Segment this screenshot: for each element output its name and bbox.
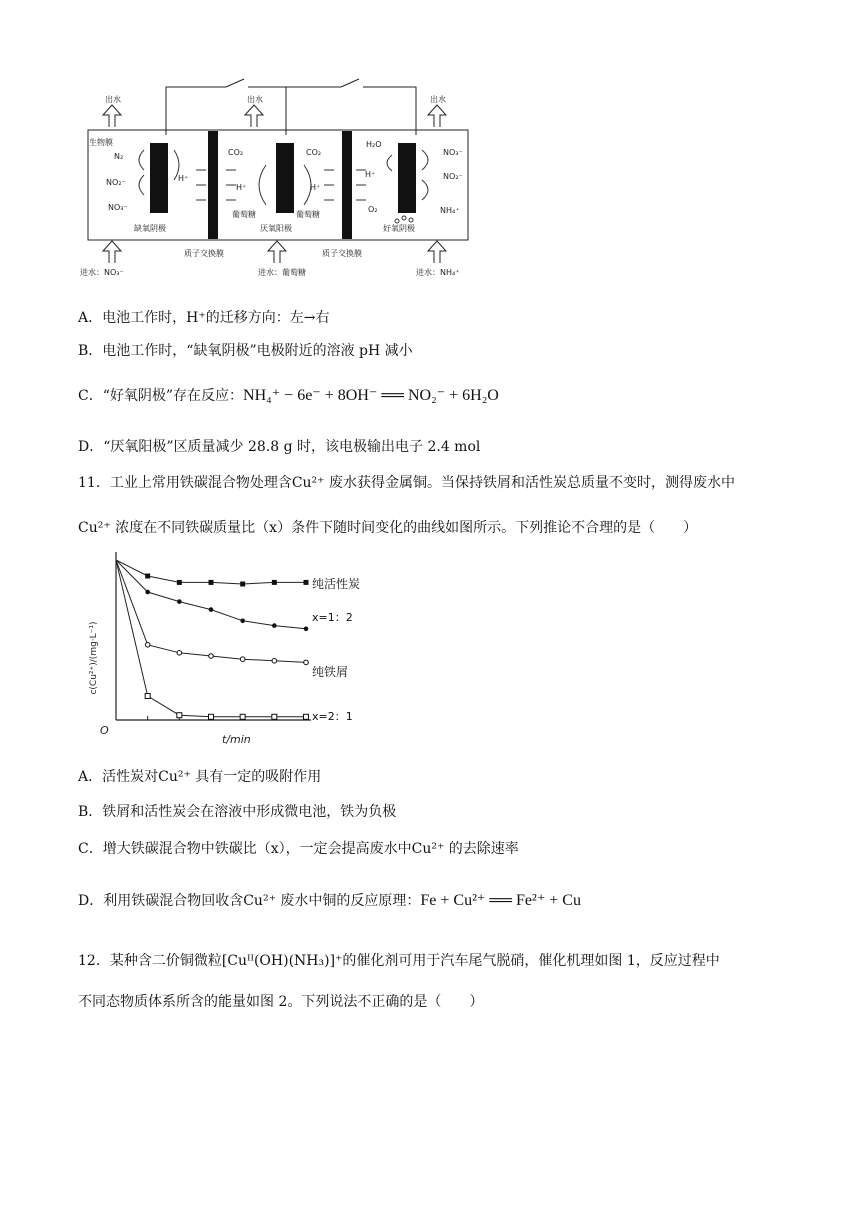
data-point [304, 580, 309, 585]
proton-membrane-right [342, 131, 352, 239]
data-point [272, 659, 277, 664]
species-h-mid-b: H⁺ [310, 183, 321, 192]
data-point [145, 574, 150, 579]
inlet-label-left: 进水：NO₃⁻ [80, 268, 124, 277]
data-point [272, 580, 277, 585]
outlet-arrows [103, 105, 446, 127]
data-point [304, 714, 309, 719]
series-label: 纯活性炭 [312, 577, 361, 591]
membrane-label-right: 质子交换膜 [322, 249, 362, 258]
q10-option-d: D．“厌氧阳极”区质量减少 28.8 g 时，该电极输出电子 2.4 mol [78, 439, 481, 455]
data-point [240, 582, 245, 587]
data-point [145, 590, 150, 595]
data-point [177, 651, 182, 656]
q10-option-c [78, 385, 499, 405]
species-h-left: H⁺ [178, 174, 189, 183]
data-point [272, 623, 277, 628]
species-co2-b: CO₂ [306, 148, 322, 157]
series-label: 纯铁屑 [312, 665, 349, 679]
data-point [209, 607, 214, 612]
electrode-anaerobic-anode [276, 143, 294, 213]
q11-option-c: C．增大铁碳混合物中铁碳比（x），一定会提高废水中Cu²⁺ 的去除速率 [78, 841, 519, 857]
species-nh4-right: NH₄⁺ [440, 206, 460, 215]
q11-option-b: B．铁屑和活性炭会在溶液中形成微电池，铁为负极 [78, 804, 397, 820]
q11-stem-line2: Cu²⁺ 浓度在不同铁碳质量比（x）条件下随时间变化的曲线如图所示。下列推论不合理的是（ ） [78, 520, 698, 536]
q11-option-d [78, 890, 581, 910]
cu-concentration-chart [82, 548, 362, 748]
external-circuit [166, 79, 416, 135]
species-h-mid-a: H⁺ [236, 183, 247, 192]
data-point [177, 580, 182, 585]
data-point [240, 657, 245, 662]
chart-series [116, 560, 360, 723]
data-point [145, 694, 150, 699]
data-point [240, 619, 245, 624]
species-h-right: H⁺ [365, 170, 376, 179]
species-glucose-a: 葡萄糖 [232, 210, 256, 219]
electrode-anoxic-cathode [150, 143, 168, 213]
species-n2: N₂ [114, 152, 124, 161]
data-point [272, 714, 277, 719]
data-point [304, 627, 309, 632]
species-no3-left: NO₃⁻ [108, 203, 128, 212]
data-point [177, 599, 182, 604]
species-no2-left: NO₂⁻ [106, 178, 126, 187]
membrane-label-left: 质子交换膜 [184, 249, 224, 258]
species-no3-right: NO₃⁻ [443, 148, 463, 157]
q11-option-d-text: D．利用铁碳混合物回收含Cu²⁺ 废水中铜的反应原理： [78, 893, 421, 909]
q10-option-c-equation: NH₄⁺ − 6e⁻ + 8OH⁻ ══ NO₂⁻ + 6H₂O [243, 387, 499, 404]
electrode-label-anoxic: 缺氧阴极 [134, 224, 166, 233]
electrode-aerobic-cathode [398, 143, 416, 213]
outlet-label-left: 出水 [105, 95, 121, 104]
q10-option-a: A．电池工作时，H⁺的迁移方向：左→右 [78, 310, 330, 326]
q10-option-b: B．电池工作时，“缺氧阴极”电极附近的溶液 pH 减小 [78, 343, 413, 359]
series-label: x=2：1 [312, 710, 353, 723]
data-point [177, 713, 182, 718]
data-point [209, 580, 214, 585]
data-point [209, 654, 214, 659]
data-point [240, 714, 245, 719]
chart-origin-label: O [100, 724, 109, 737]
q11-option-a: A．活性炭对Cu²⁺ 具有一定的吸附作用 [78, 769, 322, 785]
fuel-cell-diagram [80, 75, 486, 277]
proton-membrane-left [208, 131, 218, 239]
species-no2-right: NO₂⁻ [443, 172, 463, 181]
biofilm-label: 生物膜 [89, 138, 113, 147]
data-point [209, 714, 214, 719]
q12-stem-line1: 12．某种含二价铜微粒[Cuᴵᴵ(OH)(NH₃)]⁺的催化剂可用于汽车尾气脱硝，催化机理如图 1，反应过程中 [78, 953, 720, 969]
species-co2-a: CO₂ [228, 148, 244, 157]
series-line-1 [116, 560, 306, 629]
species-glucose-b: 葡萄糖 [296, 210, 320, 219]
q11-option-d-equation: Fe + Cu²⁺ ══ Fe²⁺ + Cu [420, 892, 581, 909]
data-point [304, 660, 309, 665]
inlet-label-mid: 进水：葡萄糖 [258, 268, 306, 277]
q10-option-c-text: C．“好氧阴极”存在反应： [78, 388, 244, 404]
electrode-label-aerobic: 好氧阴极 [383, 224, 415, 233]
chart-x-axis-label: t/min [222, 733, 251, 746]
data-point [145, 643, 150, 648]
q12-stem-line2: 不同态物质体系所含的能量如图 2。下列说法不正确的是（ ） [78, 994, 484, 1010]
species-o2: O₂ [368, 205, 378, 214]
electrode-label-anaerobic: 厌氧阳极 [260, 224, 292, 233]
inlet-label-right: 进水：NH₄⁺ [416, 268, 460, 277]
series-label: x=1：2 [312, 611, 353, 624]
q11-stem-line1: 11．工业上常用铁碳混合物处理含Cu²⁺ 废水获得金属铜。当保持铁屑和活性炭总质量不变时，测得废水中 [78, 475, 735, 491]
inlet-arrows [103, 241, 446, 263]
species-h2o: H₂O [366, 140, 382, 149]
chart-y-axis-label: c(Cu²⁺)/(mg·L⁻¹) [89, 621, 99, 695]
outlet-label-mid: 出水 [247, 95, 263, 104]
outlet-label-right: 出水 [430, 95, 446, 104]
